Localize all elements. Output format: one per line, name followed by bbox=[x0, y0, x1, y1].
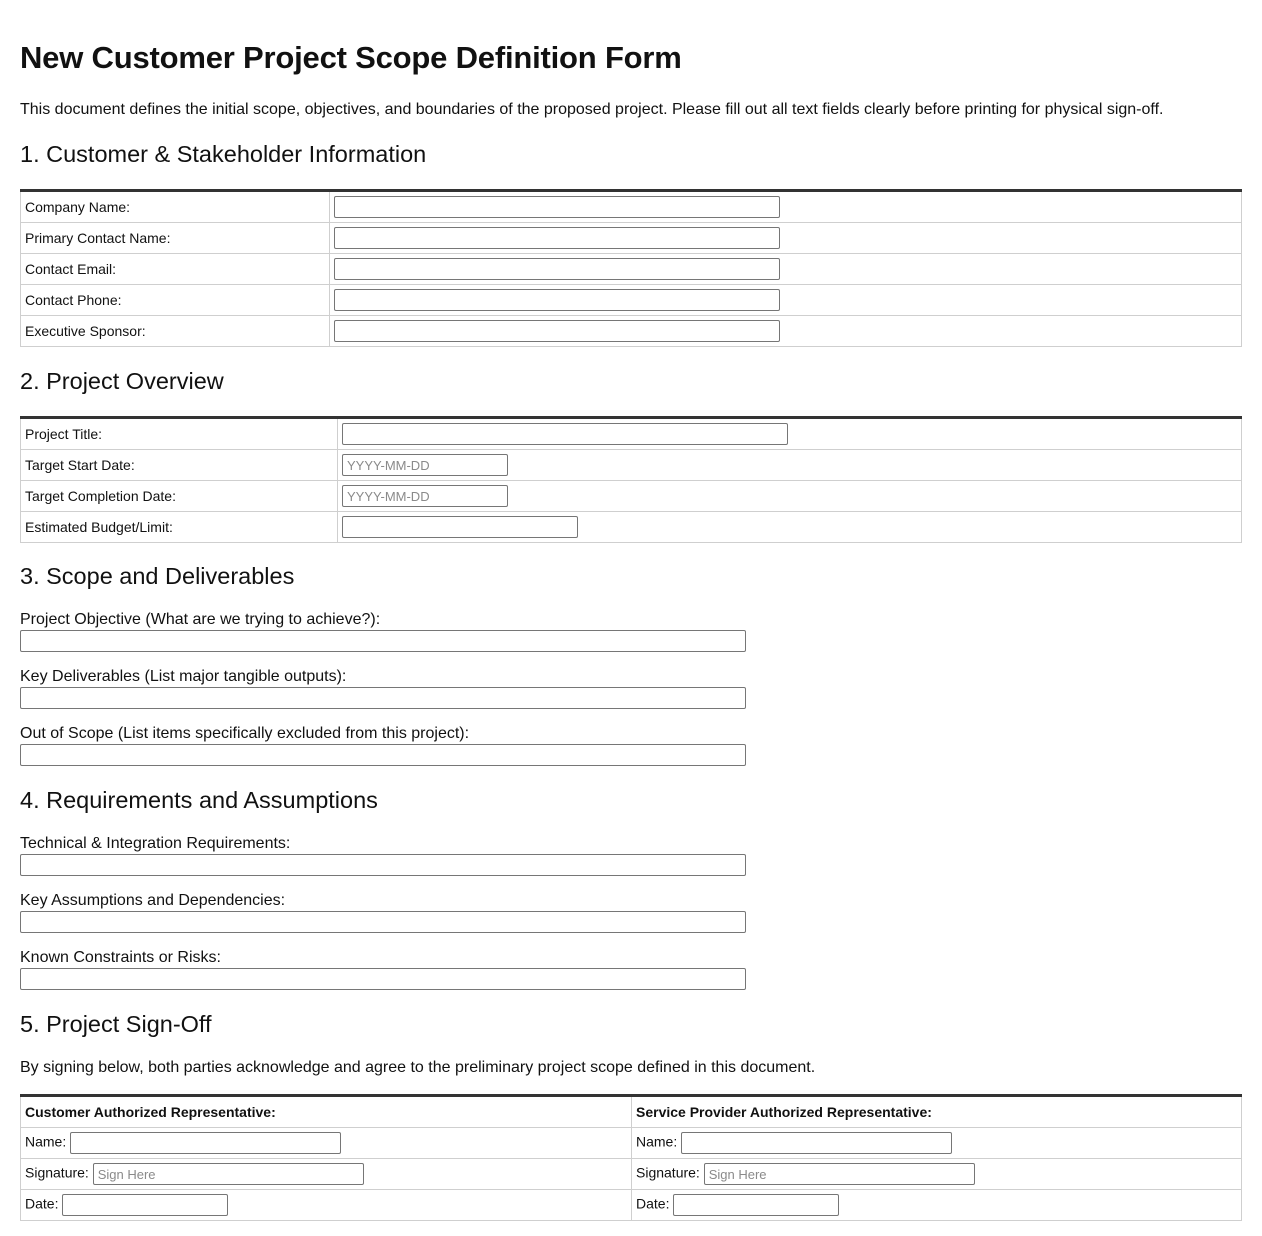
sign-off-statement: By signing below, both parties acknowledge and agree to the preliminary project scope defined in this document. bbox=[20, 1059, 816, 1076]
target-start-date-input[interactable] bbox=[342, 454, 508, 476]
table-row bbox=[21, 1190, 1242, 1221]
executive-sponsor-input[interactable] bbox=[334, 320, 780, 342]
target-completion-date-input[interactable] bbox=[342, 485, 508, 507]
customer-signature-input[interactable] bbox=[93, 1163, 364, 1185]
estimated-budget-input[interactable] bbox=[342, 516, 578, 538]
project-overview-table bbox=[20, 416, 1242, 543]
primary-contact-label: Primary Contact Name: bbox=[21, 223, 330, 254]
known-constraints-input[interactable] bbox=[20, 968, 746, 990]
customer-info-table bbox=[20, 189, 1242, 347]
section-3-heading: 3. Scope and Deliverables bbox=[20, 563, 295, 589]
known-constraints-label: Known Constraints or Risks: bbox=[20, 949, 221, 966]
customer-rep-heading: Customer Authorized Representative: bbox=[25, 1104, 276, 1120]
provider-signature-label: Signature: bbox=[636, 1164, 700, 1181]
estimated-budget-label: Estimated Budget/Limit: bbox=[21, 512, 338, 543]
section-5-heading: 5. Project Sign-Off bbox=[20, 1011, 212, 1037]
table-row bbox=[21, 285, 1242, 316]
provider-name-label: Name: bbox=[636, 1133, 678, 1150]
table-row bbox=[21, 512, 1242, 543]
provider-rep-heading: Service Provider Authorized Representative: bbox=[636, 1104, 932, 1120]
table-row bbox=[21, 1096, 1242, 1128]
table-row bbox=[21, 418, 1242, 450]
key-assumptions-label: Key Assumptions and Dependencies: bbox=[20, 892, 286, 909]
contact-phone-input[interactable] bbox=[334, 289, 780, 311]
section-2-heading: 2. Project Overview bbox=[20, 368, 224, 394]
technical-requirements-label: Technical & Integration Requirements: bbox=[20, 835, 291, 852]
contact-email-label: Contact Email: bbox=[21, 254, 330, 285]
provider-name-input[interactable] bbox=[681, 1132, 952, 1154]
sign-off-table bbox=[20, 1094, 1242, 1221]
project-title-label: Project Title: bbox=[21, 418, 338, 450]
provider-date-label: Date: bbox=[636, 1195, 670, 1212]
table-row bbox=[21, 1159, 1242, 1190]
provider-signature-input[interactable] bbox=[704, 1163, 975, 1185]
contact-phone-label: Contact Phone: bbox=[21, 285, 330, 316]
key-deliverables-label: Key Deliverables (List major tangible outputs): bbox=[20, 668, 347, 685]
table-row bbox=[21, 316, 1242, 347]
company-name-label: Company Name: bbox=[21, 191, 330, 223]
table-row bbox=[21, 254, 1242, 285]
section-4-heading: 4. Requirements and Assumptions bbox=[20, 787, 378, 813]
table-row bbox=[21, 481, 1242, 512]
project-objective-input[interactable] bbox=[20, 630, 746, 652]
table-row bbox=[21, 1128, 1242, 1159]
customer-signature-label: Signature: bbox=[25, 1164, 89, 1181]
target-completion-date-label: Target Completion Date: bbox=[21, 481, 338, 512]
company-name-input[interactable] bbox=[334, 196, 780, 218]
target-start-date-label: Target Start Date: bbox=[21, 450, 338, 481]
key-deliverables-input[interactable] bbox=[20, 687, 746, 709]
table-row bbox=[21, 223, 1242, 254]
page-title: New Customer Project Scope Definition Form bbox=[20, 40, 682, 75]
customer-date-input[interactable] bbox=[62, 1194, 228, 1216]
table-row bbox=[21, 450, 1242, 481]
customer-name-label: Name: bbox=[25, 1133, 67, 1150]
project-objective-label: Project Objective (What are we trying to achieve?): bbox=[20, 611, 381, 628]
contact-email-input[interactable] bbox=[334, 258, 780, 280]
primary-contact-input[interactable] bbox=[334, 227, 780, 249]
provider-date-input[interactable] bbox=[673, 1194, 839, 1216]
customer-date-label: Date: bbox=[25, 1195, 59, 1212]
executive-sponsor-label: Executive Sponsor: bbox=[21, 316, 330, 347]
technical-requirements-input[interactable] bbox=[20, 854, 746, 876]
out-of-scope-label: Out of Scope (List items specifically excluded from this project): bbox=[20, 725, 470, 742]
section-1-heading: 1. Customer & Stakeholder Information bbox=[20, 141, 427, 167]
key-assumptions-input[interactable] bbox=[20, 911, 746, 933]
out-of-scope-input[interactable] bbox=[20, 744, 746, 766]
table-row bbox=[21, 191, 1242, 223]
intro-text: This document defines the initial scope, objectives, and boundaries of the proposed project. Please fill out all text fields clearly before printing for physical sign-off. bbox=[20, 101, 1164, 118]
project-title-input[interactable] bbox=[342, 423, 788, 445]
customer-name-input[interactable] bbox=[70, 1132, 341, 1154]
